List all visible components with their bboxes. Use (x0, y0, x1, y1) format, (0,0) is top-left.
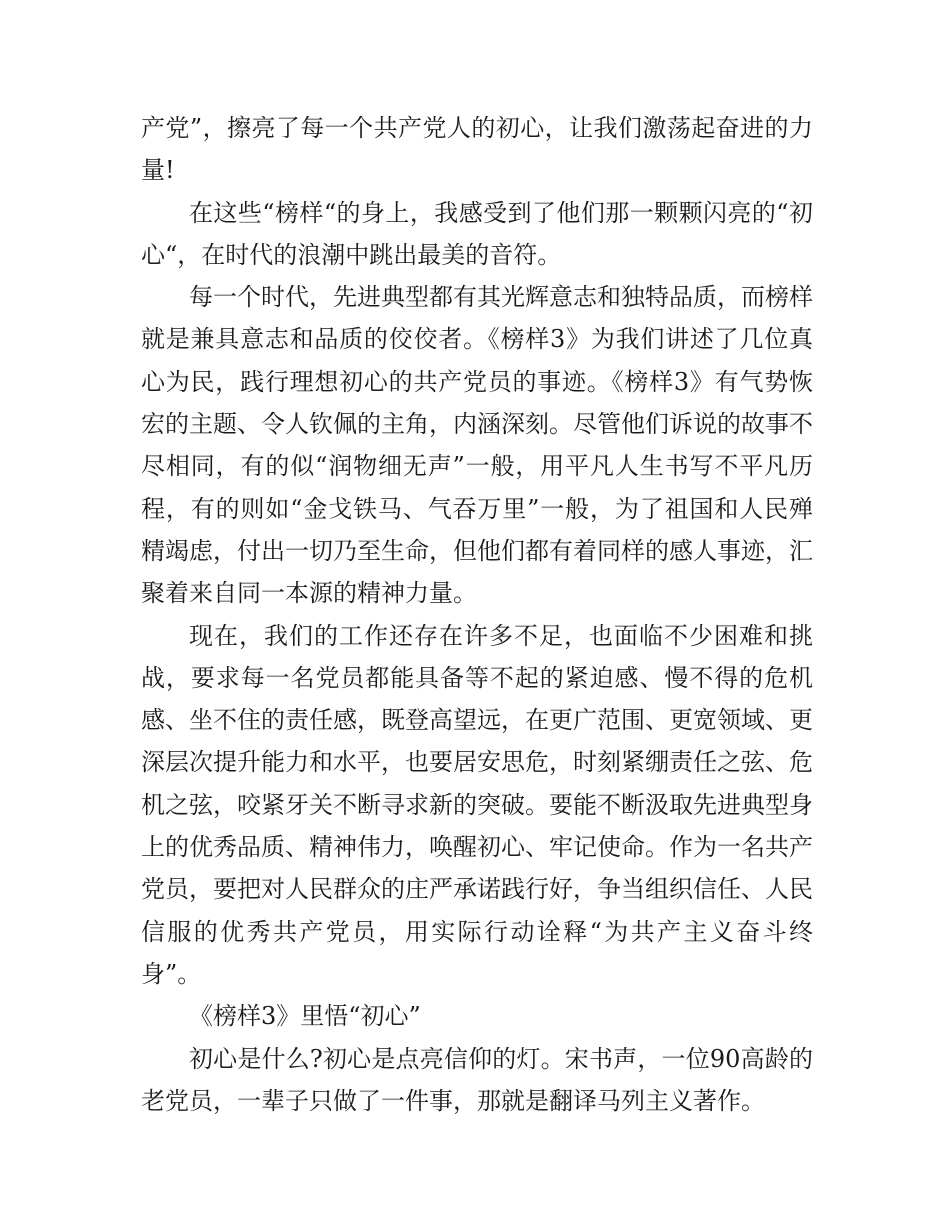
paragraph-current-work: 现在，我们的工作还存在许多不足，也面临不少困难和挑战，要求每一名党员都能具备等不起的紧迫感、慢不得的危机感、坐不住的责任感，既登高望远，在更广范围、更宽领域、更深层次提升能力和水平，也要居安思危，时刻紧绷责任之弦、危机之弦，咬紧牙关不断寻求新的突破。要能不断汲取先进典型身上的优秀品质、精神伟力，唤醒初心、牢记使命。作为一名共产党员，要把对人民群众的庄严承诺践行好，争当组织信任、人民信服的优秀共产党员，用实际行动诠释“为共产主义奋斗终身”。 (141, 621, 813, 988)
paragraph-role-models-3: 每一个时代，先进典型都有其光辉意志和独特品质，而榜样就是兼具意志和品质的佼佼者。《榜样3》为我们讲述了几位真心为民，践行理想初心的共产党员的事迹。《榜样3》有气势恢宏的主题、令人钦佩的主角，内涵深刻。尽管他们诉说的故事不尽相同，有的似“润物细无声”一般，用平凡人生书写不平凡历程，有的则如“金戈铁马、气吞万里”一般，为了祖国和人民殚精竭虑，付出一切乃至生命，但他们都有着同样的感人事迹，汇聚着来自同一本源的精神力量。 (141, 283, 813, 608)
paragraph-continuation: 产党”，擦亮了每一个共产党人的初心，让我们激荡起奋进的力量! (141, 114, 813, 185)
paragraph-role-models: 在这些“榜样“的身上，我感受到了他们那一颗颗闪亮的“初心“，在时代的浪潮中跳出最美的音符。 (141, 198, 813, 269)
paragraph-original-aspiration: 初心是什么?初心是点亮信仰的灯。宋书声，一位90高龄的老党员，一辈子只做了一件事，那就是翻译马列主义著作。 (141, 1044, 813, 1115)
document-body (141, 107, 813, 1122)
section-heading: 《榜样3》里悟“初心” (189, 1002, 421, 1031)
